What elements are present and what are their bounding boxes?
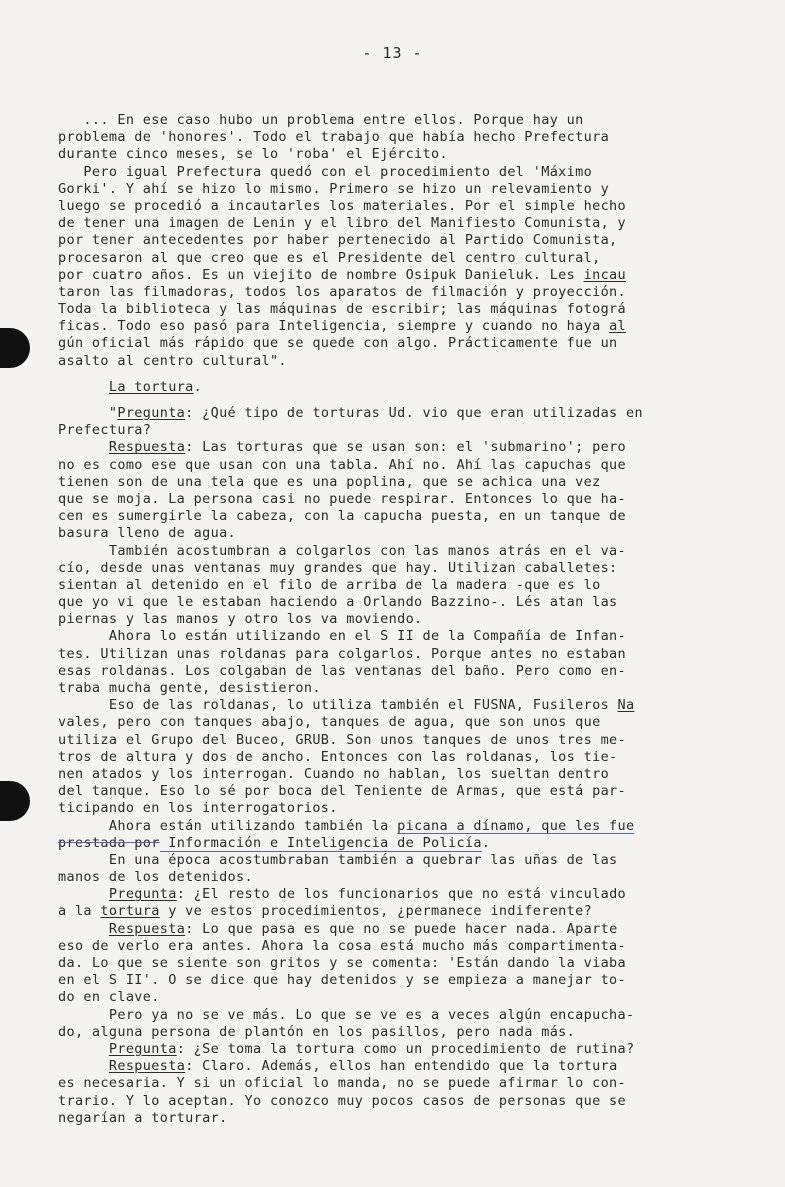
text-segment: Respuesta (108, 920, 186, 937)
text-segment: de tener una imagen de Lenin y el libro del Manifiesto Comunista, y (58, 215, 627, 232)
text-segment: Pero ya no se ve más. Lo que se ve es a veces algún encapucha- (58, 1006, 635, 1023)
text-line (58, 732, 738, 749)
text-segment: : Lo que pasa es que no se puede hacer nada. Aparte (185, 920, 618, 937)
text-line (58, 1110, 738, 1127)
text-line (58, 886, 738, 903)
text-segment: Na (617, 697, 635, 714)
text-segment: y ve estos procedimientos, ¿permanece indiferente? (159, 903, 593, 920)
text-line (58, 474, 738, 491)
text-line (58, 267, 738, 284)
text-line (58, 164, 738, 181)
text-line (58, 972, 738, 989)
text-segment: ticipando en los interrogatorios. (58, 800, 338, 817)
text-segment: Ahora están utilizando también la (58, 817, 398, 834)
text-segment: eso de verlo era antes. Ahora la cosa está mucho más compartimenta- (58, 937, 627, 954)
text-segment: : ¿El resto de los funcionarios que no está vinculado (176, 886, 627, 903)
text-segment: en el S II'. O se dice que hay detenidos y se empieza a manejar to- (58, 972, 627, 989)
text-segment: La tortura (108, 378, 194, 395)
text-segment: gún oficial más rápido que se quede con algo. Prácticamente fue un (58, 335, 618, 352)
text-segment: do, alguna persona de plantón en los pasillos, pero nada más. (58, 1023, 576, 1040)
text-line (58, 422, 738, 439)
text-segment: que yo vi que le estaban haciendo a Orlando Bazzino-. Lés atan las (58, 594, 618, 611)
text-segment: prestada por (58, 834, 160, 851)
text-segment (58, 886, 109, 902)
text-line (58, 318, 738, 335)
text-segment: negarían a torturar. (58, 1109, 228, 1126)
text-segment: Pregunta (117, 405, 186, 421)
text-line (58, 198, 738, 215)
text-segment: basura lleno de agua. (58, 525, 237, 542)
text-line (58, 181, 738, 198)
text-segment: : Claro. Además, ellos han entendido que la tortura (185, 1058, 618, 1075)
text-line (58, 457, 738, 474)
text-segment: Respuesta (108, 1058, 186, 1075)
binder-hole-top (0, 328, 30, 368)
text-line (58, 646, 738, 663)
text-segment: es necesaria. Y si un oficial lo manda, no se puede afirmar lo con- (58, 1075, 627, 1092)
text-line (58, 1024, 738, 1041)
text-segment: Gorki'. Y ahí se hizo lo mismo. Primero se hizo un relevamiento y (58, 180, 610, 197)
text-line (58, 405, 738, 422)
text-line (58, 989, 738, 1006)
text-line (58, 1041, 738, 1058)
text-segment: do en clave. (58, 989, 160, 1006)
text-segment: Eso de las roldanas, lo utiliza también el FUSNA, Fusileros (58, 697, 618, 714)
text-line (58, 525, 738, 542)
text-segment: En una época acostumbraban también a quebrar las uñas de las (58, 851, 618, 868)
text-line (58, 379, 738, 396)
text-line (58, 938, 738, 955)
text-segment (58, 921, 109, 937)
text-segment: cío, desde unas ventanas muy grandes que hay. Utilizan caballetes: (58, 559, 618, 576)
paragraph-gap (58, 396, 738, 405)
text-line (58, 835, 738, 852)
text-segment: . (481, 834, 491, 851)
text-line (58, 284, 738, 301)
text-line (58, 663, 738, 680)
text-segment: Pero igual Prefectura quedó con el procedimiento del 'Máximo (58, 163, 593, 180)
text-segment: Toda la biblioteca y las máquinas de escribir; las máquinas fotográ (58, 301, 627, 318)
text-segment: que se moja. La persona casi no puede respirar. Entonces lo que ha- (58, 490, 627, 507)
binder-hole-bottom (0, 781, 30, 821)
text-segment: ficas. Todo eso pasó para Inteligencia, siempre y cuando no haya (58, 318, 610, 335)
text-segment: : ¿Se toma la tortura como un procedimiento de rutina? (176, 1040, 635, 1057)
text-line (58, 714, 738, 731)
typewritten-text (58, 112, 738, 1127)
text-segment: vales, pero con tanques abajo, tanques de agua, que son unos que (58, 714, 601, 731)
text-line (58, 611, 738, 628)
text-line (58, 921, 738, 938)
text-line (58, 301, 738, 318)
text-line (58, 852, 738, 869)
text-segment: por tener antecedentes por haber pertenecido al Partido Comunista, (58, 232, 618, 249)
text-segment: del tanque. Eso lo sé por boca del Teniente de Armas, que está par- (58, 783, 627, 800)
text-segment: Prefectura? (58, 422, 152, 439)
text-line (58, 1093, 738, 1110)
text-segment: luego se procedió a incautarles los materiales. Por el simple hecho (58, 197, 627, 214)
page-number: - 13 - (362, 44, 423, 62)
text-line (58, 818, 738, 835)
text-segment: ... En ese caso hubo un problema entre ellos. Porque hay un (58, 112, 584, 128)
text-segment: no es como ese que usan con una tabla. Ahí no. Ahí las capuchas que (58, 456, 627, 473)
text-segment: Pregunta (108, 886, 177, 903)
text-line (58, 594, 738, 611)
text-segment: incau (583, 266, 627, 283)
text-line (58, 1058, 738, 1075)
text-line (58, 491, 738, 508)
text-segment: trario. Y lo aceptan. Yo conozco muy pocos casos de personas que se (58, 1092, 627, 1109)
text-line (58, 903, 738, 920)
text-line (58, 1007, 738, 1024)
text-line (58, 250, 738, 267)
text-segment: asalto al centro cultural". (58, 352, 287, 369)
text-segment (58, 379, 109, 395)
text-segment: Información e Inteligencia de Policía (159, 834, 482, 851)
text-segment: : Las torturas que se usan son: el 'submarino'; pero (185, 439, 627, 456)
text-segment: durante cinco meses, se lo 'roba' el Ejército. (58, 146, 448, 163)
text-segment: tienen son de una tela que es una poplina, que se achica una vez (58, 473, 601, 490)
text-segment (58, 439, 109, 455)
text-segment: Ahora lo están utilizando en el S II de la Compañía de Infan- (58, 628, 627, 645)
paragraph-gap (58, 370, 738, 379)
text-line (58, 577, 738, 594)
text-segment: " (58, 405, 118, 421)
text-line (58, 129, 738, 146)
text-segment: a la (58, 903, 101, 920)
text-segment: nen atados y los interrogan. Cuando no hablan, los sueltan dentro (58, 765, 610, 782)
text-segment (58, 1041, 109, 1057)
text-line (58, 335, 738, 352)
text-line (58, 232, 738, 249)
text-line (58, 560, 738, 577)
text-line (58, 680, 738, 697)
text-segment: . (193, 378, 203, 395)
text-segment: taron las filmadoras, todos los aparatos de filmación y proyección. (58, 283, 627, 300)
text-segment: : ¿Qué tipo de torturas Ud. vio que eran utilizadas en (185, 405, 643, 421)
text-segment: procesaron al que creo que es el Presidente del centro cultural, (58, 249, 601, 266)
text-segment: piernas y las manos y otro los va moviendo. (58, 611, 423, 628)
text-segment: manos de los detenidos. (58, 869, 253, 886)
text-segment: tros de altura y dos de ancho. Entonces con las roldanas, los tie- (58, 748, 618, 765)
text-segment: Respuesta (108, 439, 186, 456)
text-line (58, 749, 738, 766)
text-line (58, 766, 738, 783)
text-segment: Pregunta (108, 1040, 177, 1057)
text-line (58, 955, 738, 972)
text-line (58, 353, 738, 370)
text-line (58, 146, 738, 163)
text-line (58, 439, 738, 456)
text-line (58, 697, 738, 714)
text-segment: traba mucha gente, desistieron. (58, 680, 321, 696)
text-line (58, 628, 738, 645)
text-segment: sientan al detenido en el filo de arriba de la madera -que es lo (58, 576, 601, 593)
text-segment: También acostumbran a colgarlos con las manos atrás en el va- (58, 542, 627, 559)
text-line (58, 783, 738, 800)
text-line (58, 800, 738, 817)
text-segment: al (609, 318, 627, 335)
text-segment: problema de 'honores'. Todo el trabajo que había hecho Prefectura (58, 129, 610, 146)
text-segment: esas roldanas. Los colgaban de las ventanas del baño. Pero como en- (58, 662, 627, 679)
text-line (58, 543, 738, 560)
text-line (58, 1075, 738, 1092)
text-segment: tes. Utilizan unas roldanas para colgarlos. Porque antes no estaban (58, 645, 627, 662)
text-segment: cen es sumergirle la cabeza, con la capucha puesta, en un tanque de (58, 508, 627, 525)
text-line (58, 869, 738, 886)
text-line (58, 508, 738, 525)
text-segment: por cuatro años. Es un viejito de nombre Osipuk Danieluk. Les (58, 266, 584, 283)
text-segment: picana a dínamo, que les fue (397, 817, 635, 834)
text-segment: tortura (100, 903, 160, 920)
text-segment: da. Lo que se siente son gritos y se comenta: 'Están dando la viaba (58, 955, 627, 971)
text-line (58, 215, 738, 232)
text-segment (58, 1058, 109, 1074)
text-segment: utiliza el Grupo del Buceo, GRUB. Son unos tanques de unos tres me- (58, 731, 627, 748)
text-line (58, 112, 738, 129)
